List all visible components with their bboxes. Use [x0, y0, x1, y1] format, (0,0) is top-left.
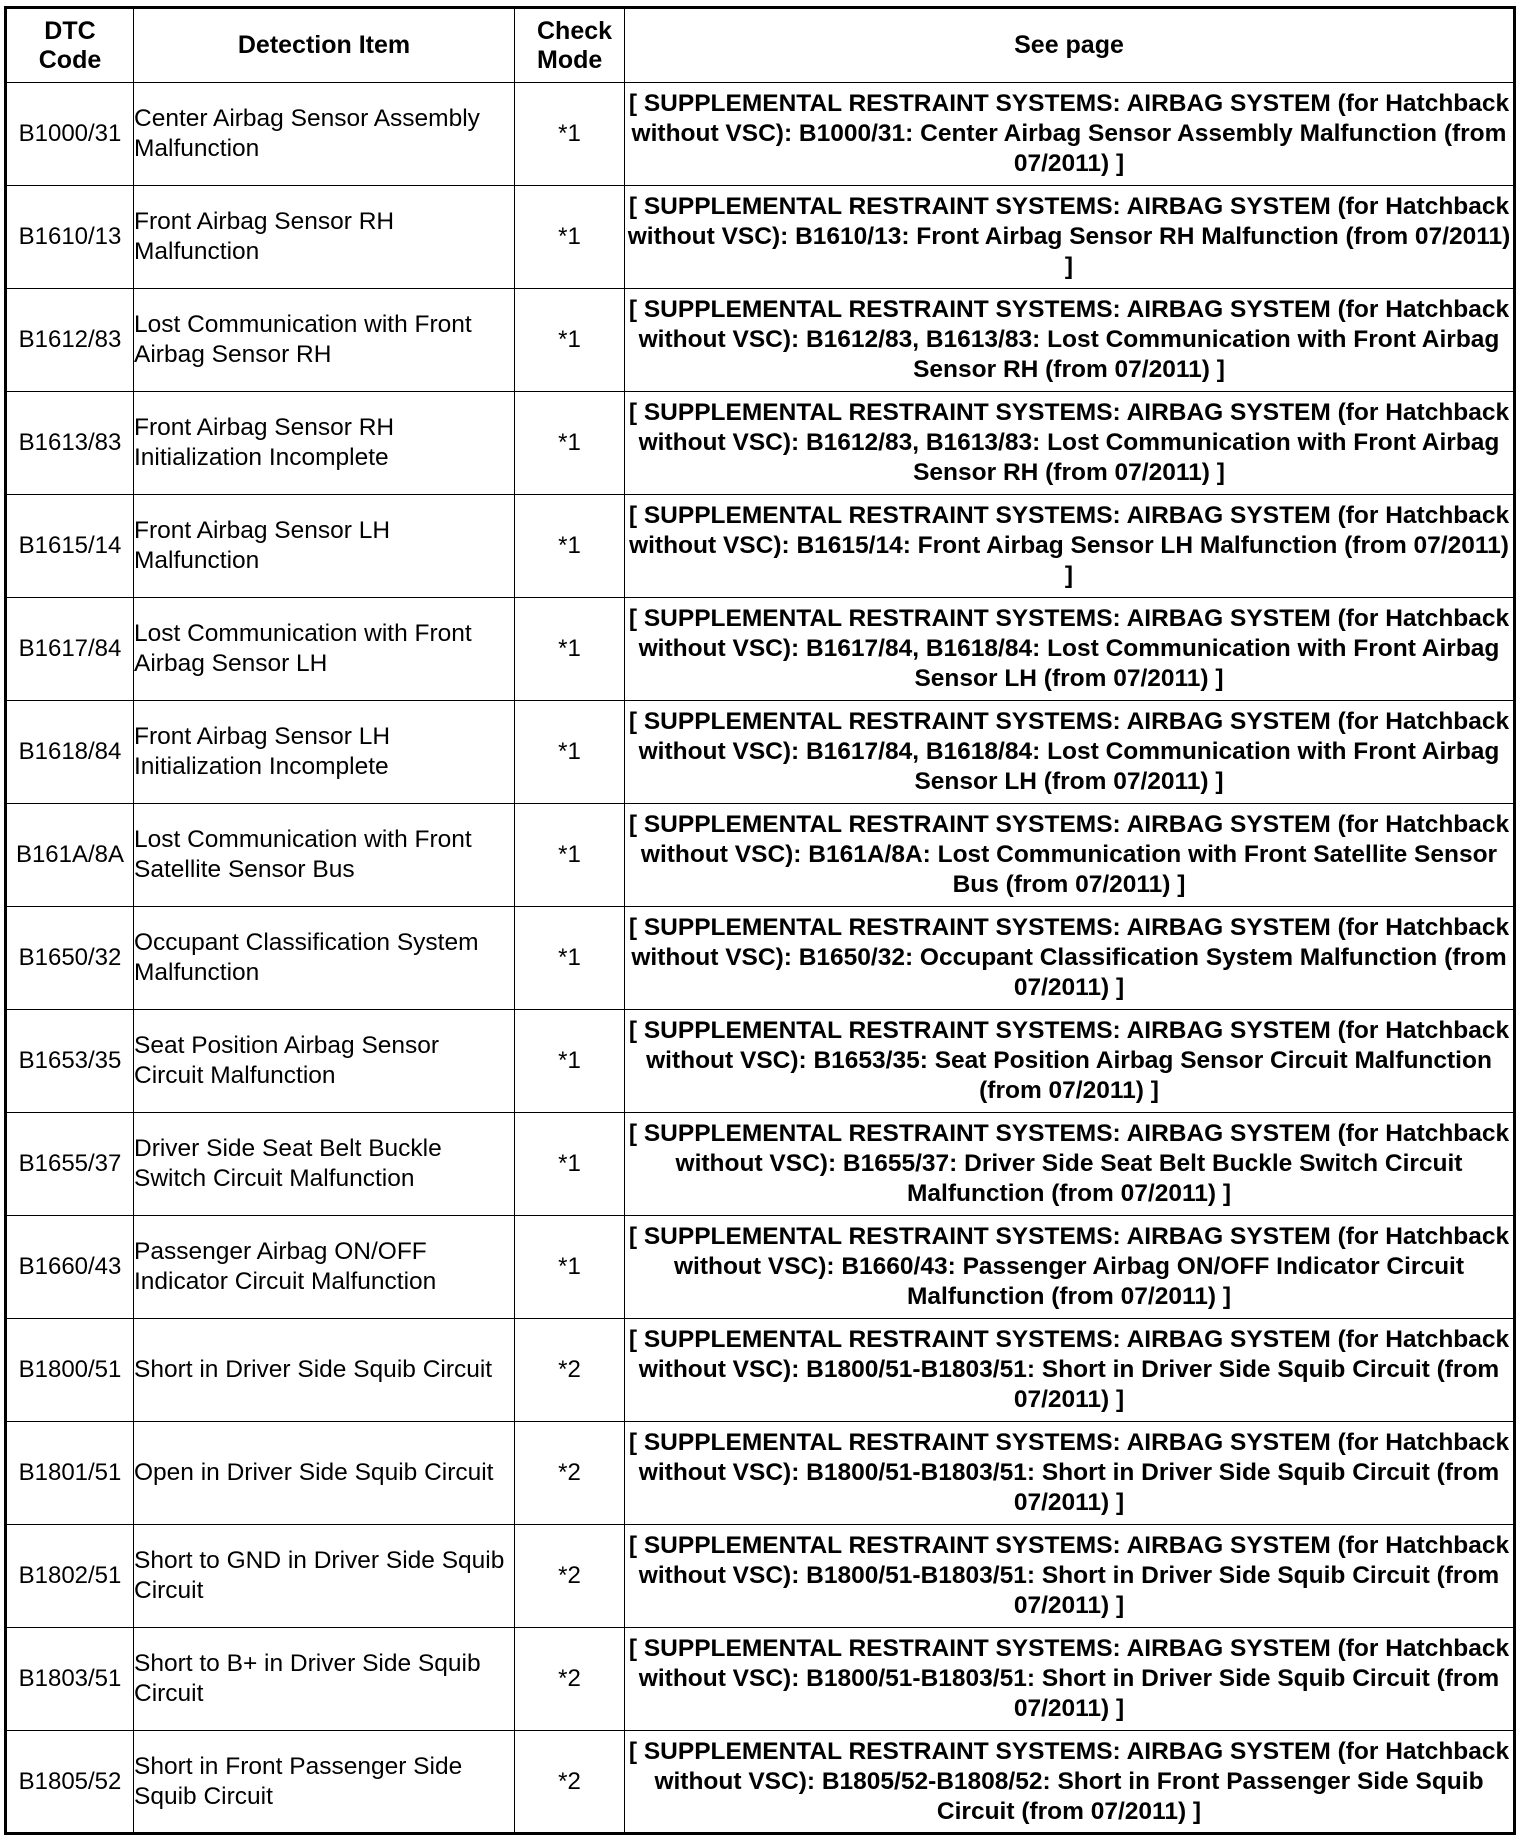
- check-mode-cell: *2: [515, 1731, 625, 1834]
- header-see-page: See page: [625, 8, 1515, 83]
- table-row: [6, 1731, 1515, 1834]
- table-row: [6, 804, 1515, 907]
- dtc-code-cell: B1000/31: [6, 83, 134, 186]
- check-mode-cell: *1: [515, 804, 625, 907]
- see-page-link[interactable]: [ SUPPLEMENTAL RESTRAINT SYSTEMS: AIRBAG SYSTEM (for Hatchback without VSC): B161A/8A: Lost Communication with Front Satellite Sensor Bus (from 07/2011) ]: [625, 804, 1515, 907]
- dtc-code-cell: B1618/84: [6, 701, 134, 804]
- see-page-link[interactable]: [ SUPPLEMENTAL RESTRAINT SYSTEMS: AIRBAG SYSTEM (for Hatchback without VSC): B1617/84, B1618/84: Lost Communication with Front Airbag Sensor LH (from 07/2011) ]: [625, 701, 1515, 804]
- table-row: [6, 392, 1515, 495]
- check-mode-cell: *1: [515, 186, 625, 289]
- detection-item-cell: Occupant Classification System Malfunction: [134, 907, 515, 1010]
- header-dtc-code: DTC Code: [6, 8, 134, 83]
- detection-item-cell: Short in Front Passenger Side Squib Circuit: [134, 1731, 515, 1834]
- check-mode-cell: *2: [515, 1628, 625, 1731]
- header-row: [6, 8, 1515, 83]
- dtc-code-cell: B1660/43: [6, 1216, 134, 1319]
- table-row: [6, 598, 1515, 701]
- dtc-code-cell: B1801/51: [6, 1422, 134, 1525]
- see-page-link[interactable]: [ SUPPLEMENTAL RESTRAINT SYSTEMS: AIRBAG SYSTEM (for Hatchback without VSC): B1800/51-B1803/51: Short in Driver Side Squib Circuit (from 07/2011) ]: [625, 1319, 1515, 1422]
- see-page-link[interactable]: [ SUPPLEMENTAL RESTRAINT SYSTEMS: AIRBAG SYSTEM (for Hatchback without VSC): B1660/43: Passenger Airbag ON/OFF Indicator Circuit Malfunction (from 07/2011) ]: [625, 1216, 1515, 1319]
- detection-item-cell: Open in Driver Side Squib Circuit: [134, 1422, 515, 1525]
- dtc-code-cell: B161A/8A: [6, 804, 134, 907]
- detection-item-cell: Center Airbag Sensor Assembly Malfunction: [134, 83, 515, 186]
- dtc-code-cell: B1653/35: [6, 1010, 134, 1113]
- table-row: [6, 1113, 1515, 1216]
- check-mode-cell: *2: [515, 1525, 625, 1628]
- check-mode-cell: *1: [515, 1216, 625, 1319]
- see-page-link[interactable]: [ SUPPLEMENTAL RESTRAINT SYSTEMS: AIRBAG SYSTEM (for Hatchback without VSC): B1617/84, B1618/84: Lost Communication with Front Airbag Sensor LH (from 07/2011) ]: [625, 598, 1515, 701]
- see-page-link[interactable]: [ SUPPLEMENTAL RESTRAINT SYSTEMS: AIRBAG SYSTEM (for Hatchback without VSC): B1655/37: Driver Side Seat Belt Buckle Switch Circuit Malfunction (from 07/2011) ]: [625, 1113, 1515, 1216]
- table-row: [6, 1010, 1515, 1113]
- table-row: [6, 83, 1515, 186]
- dtc-code-cell: B1805/52: [6, 1731, 134, 1834]
- dtc-code-cell: B1613/83: [6, 392, 134, 495]
- dtc-code-cell: B1612/83: [6, 289, 134, 392]
- table-row: [6, 1216, 1515, 1319]
- check-mode-cell: *1: [515, 907, 625, 1010]
- detection-item-cell: Lost Communication with Front Satellite Sensor Bus: [134, 804, 515, 907]
- see-page-link[interactable]: [ SUPPLEMENTAL RESTRAINT SYSTEMS: AIRBAG SYSTEM (for Hatchback without VSC): B1615/14: Front Airbag Sensor LH Malfunction (from 07/2011) ]: [625, 495, 1515, 598]
- see-page-link[interactable]: [ SUPPLEMENTAL RESTRAINT SYSTEMS: AIRBAG SYSTEM (for Hatchback without VSC): B1650/32: Occupant Classification System Malfunction (from 07/2011) ]: [625, 907, 1515, 1010]
- detection-item-cell: Short in Driver Side Squib Circuit: [134, 1319, 515, 1422]
- check-mode-cell: *1: [515, 83, 625, 186]
- see-page-link[interactable]: [ SUPPLEMENTAL RESTRAINT SYSTEMS: AIRBAG SYSTEM (for Hatchback without VSC): B1800/51-B1803/51: Short in Driver Side Squib Circuit (from 07/2011) ]: [625, 1422, 1515, 1525]
- check-mode-cell: *2: [515, 1422, 625, 1525]
- detection-item-cell: Short to B+ in Driver Side Squib Circuit: [134, 1628, 515, 1731]
- check-mode-cell: *1: [515, 392, 625, 495]
- see-page-link[interactable]: [ SUPPLEMENTAL RESTRAINT SYSTEMS: AIRBAG SYSTEM (for Hatchback without VSC): B1000/31: Center Airbag Sensor Assembly Malfunction (from 07/2011) ]: [625, 83, 1515, 186]
- see-page-link[interactable]: [ SUPPLEMENTAL RESTRAINT SYSTEMS: AIRBAG SYSTEM (for Hatchback without VSC): B1612/83, B1613/83: Lost Communication with Front Airbag Sensor RH (from 07/2011) ]: [625, 392, 1515, 495]
- check-mode-cell: *1: [515, 598, 625, 701]
- dtc-code-cell: B1803/51: [6, 1628, 134, 1731]
- table-row: [6, 1525, 1515, 1628]
- dtc-code-cell: B1617/84: [6, 598, 134, 701]
- check-mode-cell: *1: [515, 289, 625, 392]
- dtc-code-cell: B1802/51: [6, 1525, 134, 1628]
- detection-item-cell: Driver Side Seat Belt Buckle Switch Circuit Malfunction: [134, 1113, 515, 1216]
- check-mode-cell: *1: [515, 1113, 625, 1216]
- header-check-mode: Check Mode: [515, 8, 625, 83]
- see-page-link[interactable]: [ SUPPLEMENTAL RESTRAINT SYSTEMS: AIRBAG SYSTEM (for Hatchback without VSC): B1800/51-B1803/51: Short in Driver Side Squib Circuit (from 07/2011) ]: [625, 1628, 1515, 1731]
- table-row: [6, 289, 1515, 392]
- table-row: [6, 701, 1515, 804]
- see-page-link[interactable]: [ SUPPLEMENTAL RESTRAINT SYSTEMS: AIRBAG SYSTEM (for Hatchback without VSC): B1612/83, B1613/83: Lost Communication with Front Airbag Sensor RH (from 07/2011) ]: [625, 289, 1515, 392]
- check-mode-cell: *1: [515, 495, 625, 598]
- dtc-code-cell: B1615/14: [6, 495, 134, 598]
- check-mode-cell: *1: [515, 701, 625, 804]
- table-row: [6, 907, 1515, 1010]
- see-page-link[interactable]: [ SUPPLEMENTAL RESTRAINT SYSTEMS: AIRBAG SYSTEM (for Hatchback without VSC): B1610/13: Front Airbag Sensor RH Malfunction (from 07/2011) ]: [625, 186, 1515, 289]
- detection-item-cell: Front Airbag Sensor RH Malfunction: [134, 186, 515, 289]
- table-row: [6, 495, 1515, 598]
- dtc-code-cell: B1610/13: [6, 186, 134, 289]
- table-row: [6, 186, 1515, 289]
- check-mode-cell: *2: [515, 1319, 625, 1422]
- detection-item-cell: Passenger Airbag ON/OFF Indicator Circuit Malfunction: [134, 1216, 515, 1319]
- table-row: [6, 1319, 1515, 1422]
- see-page-link[interactable]: [ SUPPLEMENTAL RESTRAINT SYSTEMS: AIRBAG SYSTEM (for Hatchback without VSC): B1805/52-B1808/52: Short in Front Passenger Side Squib Circuit (from 07/2011) ]: [625, 1731, 1515, 1834]
- header-detection-item: Detection Item: [134, 8, 515, 83]
- dtc-code-cell: B1800/51: [6, 1319, 134, 1422]
- detection-item-cell: Short to GND in Driver Side Squib Circuit: [134, 1525, 515, 1628]
- detection-item-cell: Seat Position Airbag Sensor Circuit Malfunction: [134, 1010, 515, 1113]
- table-row: [6, 1422, 1515, 1525]
- detection-item-cell: Front Airbag Sensor LH Initialization Incomplete: [134, 701, 515, 804]
- table-row: [6, 1628, 1515, 1731]
- see-page-link[interactable]: [ SUPPLEMENTAL RESTRAINT SYSTEMS: AIRBAG SYSTEM (for Hatchback without VSC): B1800/51-B1803/51: Short in Driver Side Squib Circuit (from 07/2011) ]: [625, 1525, 1515, 1628]
- detection-item-cell: Front Airbag Sensor RH Initialization Incomplete: [134, 392, 515, 495]
- detection-item-cell: Front Airbag Sensor LH Malfunction: [134, 495, 515, 598]
- detection-item-cell: Lost Communication with Front Airbag Sensor LH: [134, 598, 515, 701]
- dtc-code-cell: B1650/32: [6, 907, 134, 1010]
- table-body: [6, 83, 1515, 1834]
- see-page-link[interactable]: [ SUPPLEMENTAL RESTRAINT SYSTEMS: AIRBAG SYSTEM (for Hatchback without VSC): B1653/35: Seat Position Airbag Sensor Circuit Malfunction (from 07/2011) ]: [625, 1010, 1515, 1113]
- dtc-code-cell: B1655/37: [6, 1113, 134, 1216]
- detection-item-cell: Lost Communication with Front Airbag Sensor RH: [134, 289, 515, 392]
- dtc-table: [4, 6, 1516, 1835]
- check-mode-cell: *1: [515, 1010, 625, 1113]
